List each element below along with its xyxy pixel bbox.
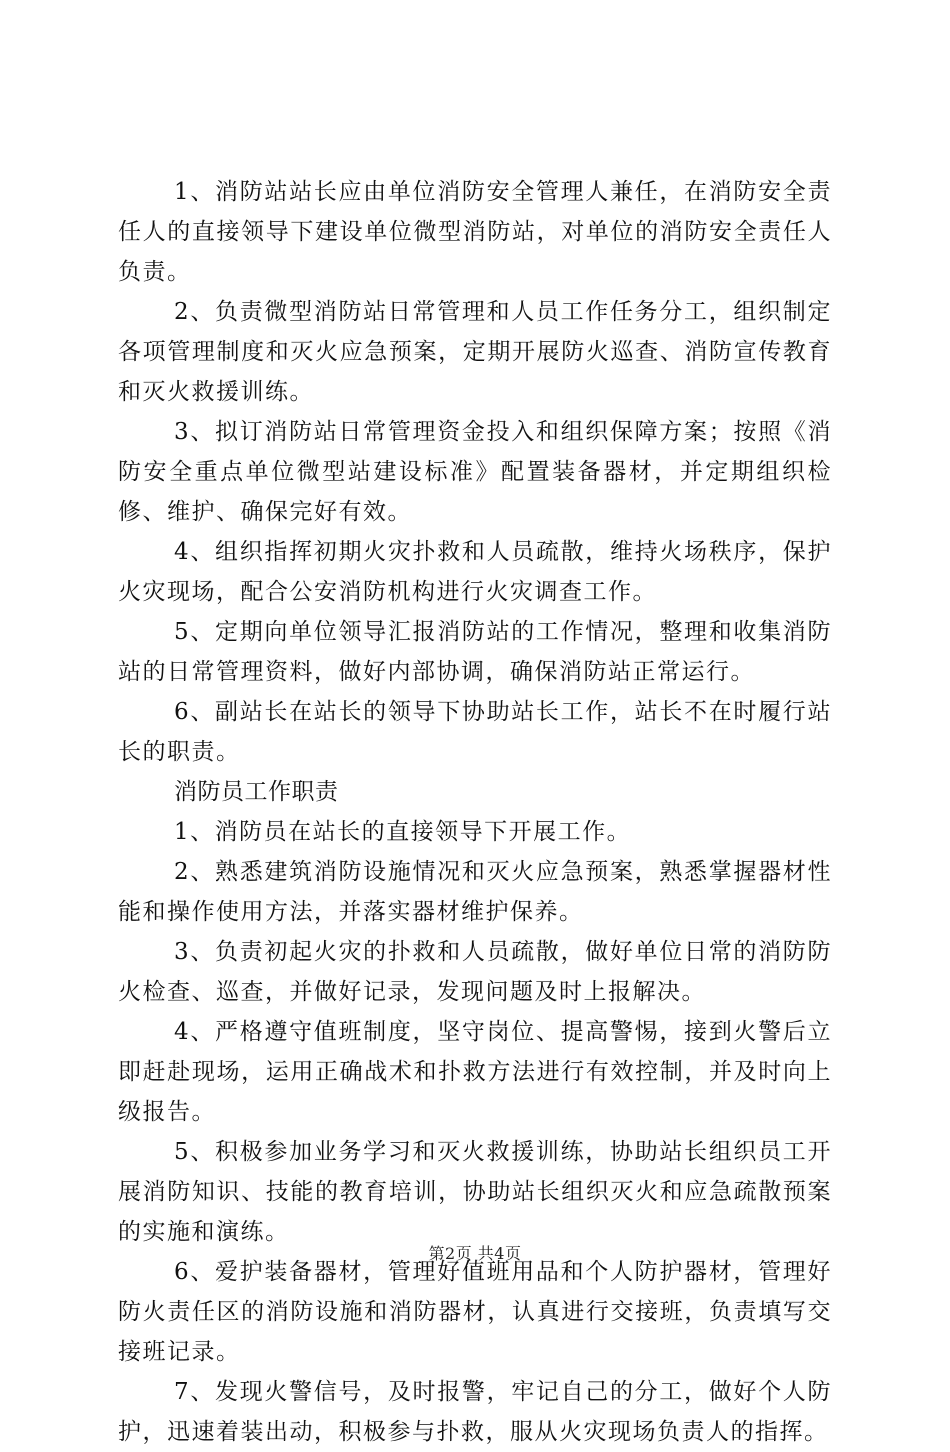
station-master-duty-6: 6、副站长在站长的领导下协助站长工作，站长不在时履行站长的职责。 bbox=[118, 699, 832, 765]
station-master-duty-5: 5、定期向单位领导汇报消防站的工作情况，整理和收集消防站的日常管理资料，做好内部协调，确保消防站正常运行。 bbox=[118, 619, 832, 685]
firefighter-duty-5: 5、积极参加业务学习和灭火救援训练，协助站长组织员工开展消防知识、技能的教育培训，协助站长组织灭火和应急疏散预案的实施和演练。 bbox=[118, 1139, 832, 1245]
station-master-duty-1: 1、消防站站长应由单位消防安全管理人兼任，在消防安全责任人的直接领导下建设单位微型消防站，对单位的消防安全责任人负责。 bbox=[118, 179, 832, 285]
firefighter-duty-3: 3、负责初起火灾的扑救和人员疏散，做好单位日常的消防防火检查、巡查，并做好记录，发现问题及时上报解决。 bbox=[118, 939, 832, 1005]
firefighter-duty-1: 1、消防员在站长的直接领导下开展工作。 bbox=[174, 819, 632, 845]
station-master-duty-3: 3、拟订消防站日常管理资金投入和组织保障方案；按照《消防安全重点单位微型站建设标准》配置装备器材，并定期组织检修、维护、确保完好有效。 bbox=[118, 419, 832, 525]
firefighter-duty-7: 7、发现火警信号，及时报警，牢记自己的分工，做好个人防护，迅速着装出动，积极参与扑救，服从火灾现场负责人的指挥。 bbox=[118, 1379, 832, 1445]
firefighter-duty-2: 2、熟悉建筑消防设施情况和灭火应急预案，熟悉掌握器材性能和操作使用方法，并落实器材维护保养。 bbox=[118, 859, 832, 925]
station-master-duty-2: 2、负责微型消防站日常管理和人员工作任务分工，组织制定各项管理制度和灭火应急预案，定期开展防火巡查、消防宣传教育和灭火救援训练。 bbox=[118, 299, 832, 405]
firefighter-duty-6: 6、爱护装备器材，管理好值班用品和个人防护器材，管理好防火责任区的消防设施和消防器材，认真进行交接班，负责填写交接班记录。 bbox=[118, 1259, 832, 1365]
firefighter-duties-heading: 消防员工作职责 bbox=[174, 779, 339, 805]
firefighter-duty-4: 4、严格遵守值班制度，坚守岗位、提高警惕，接到火警后立即赶赴现场，运用正确战术和扑救方法进行有效控制，并及时向上级报告。 bbox=[118, 1019, 832, 1125]
station-master-duty-4: 4、组织指挥初期火灾扑救和人员疏散，维持火场秩序，保护火灾现场，配合公安消防机构进行火灾调查工作。 bbox=[118, 539, 832, 605]
page-number-footer: 第2页 共4页 bbox=[428, 1244, 522, 1263]
